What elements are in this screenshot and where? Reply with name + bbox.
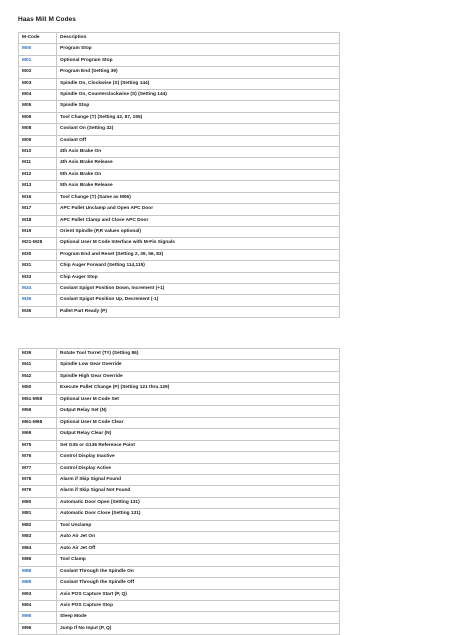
table-row <box>19 124 340 135</box>
m-code-description: Control Display Inactive <box>57 452 340 463</box>
table-row <box>19 578 340 589</box>
m-code: M82 <box>19 520 57 531</box>
m-code-description: APC Pallet Unclamp and Open APC Door <box>57 204 340 215</box>
table-row <box>19 543 340 554</box>
m-code: M94 <box>19 600 57 611</box>
m-code-link[interactable]: M35 <box>19 295 57 306</box>
m-code-description: Execute Pallet Change (P) (Setting 121 thru.129) <box>57 383 340 394</box>
m-code-description: Control Display Active <box>57 463 340 474</box>
m-code: M17 <box>19 204 57 215</box>
m-code: M16 <box>19 192 57 203</box>
m-code: M39 <box>19 349 57 360</box>
table-row <box>19 135 340 146</box>
m-code-description: Spindle Low Gear Override <box>57 360 340 371</box>
m-code-table-1 <box>18 32 340 318</box>
table-row <box>19 78 340 89</box>
table-row <box>19 463 340 474</box>
table-row <box>19 147 340 158</box>
table-row <box>19 158 340 169</box>
m-code-description: Tool Clamp <box>57 555 340 566</box>
table-row <box>19 226 340 237</box>
table-row <box>19 600 340 611</box>
m-code-description: Tool Change (T) (Same as M06) <box>57 192 340 203</box>
table-row <box>19 589 340 600</box>
m-code-description: Alarm if Skip Signal Not Found <box>57 486 340 497</box>
m-code: M83 <box>19 532 57 543</box>
table-row <box>19 555 340 566</box>
m-code: M75 <box>19 440 57 451</box>
table-row <box>19 406 340 417</box>
table-row <box>19 283 340 294</box>
m-code: M04 <box>19 90 57 101</box>
m-code: M78 <box>19 474 57 485</box>
m-code-link[interactable]: M01 <box>19 55 57 66</box>
m-code: M19 <box>19 226 57 237</box>
table-row <box>19 417 340 428</box>
m-code: M10 <box>19 147 57 158</box>
m-code: M36 <box>19 306 57 317</box>
m-code-description: 4th Axis Brake On <box>57 147 340 158</box>
table-row <box>19 306 340 317</box>
table-row <box>19 612 340 623</box>
m-code-description: Coolant On (Setting 32) <box>57 124 340 135</box>
m-code-description: Optional User M Code Set <box>57 394 340 405</box>
m-code-description: Coolant Through the Spindle Off <box>57 578 340 589</box>
m-code-description: Orient Spindle (P,R values optional) <box>57 226 340 237</box>
m-code: M30 <box>19 249 57 260</box>
m-code-description: Program Stop <box>57 44 340 55</box>
m-code-description: Program End (Setting 39) <box>57 67 340 78</box>
m-code: M93 <box>19 589 57 600</box>
m-code-description: Chip Auger Forward (Setting 114,115) <box>57 261 340 272</box>
m-code-link[interactable]: M88 <box>19 566 57 577</box>
m-code-description: Output Relay Clear (N) <box>57 429 340 440</box>
m-code-description: Coolant Spigot Position Up, Decrement (-1) <box>57 295 340 306</box>
m-code-description: Auto Air Jet Off <box>57 543 340 554</box>
m-code: M08 <box>19 124 57 135</box>
m-code: M02 <box>19 67 57 78</box>
table-row <box>19 44 340 55</box>
m-code-description: Jump If No Input (P, Q) <box>57 623 340 634</box>
table-row <box>19 474 340 485</box>
m-code-description: Axis POS Capture Stop <box>57 600 340 611</box>
m-code-description: Spindle High Gear Override <box>57 371 340 382</box>
m-code-description: APC Pallet Clamp and Close APC Door <box>57 215 340 226</box>
m-code: M09 <box>19 135 57 146</box>
m-code-description: Automatic Door Open (Setting 131) <box>57 497 340 508</box>
m-code-description: Pallet Part Ready (P) <box>57 306 340 317</box>
m-code: M42 <box>19 371 57 382</box>
m-code: M13 <box>19 181 57 192</box>
m-code: M96 <box>19 623 57 634</box>
table-row <box>19 360 340 371</box>
table-row <box>19 192 340 203</box>
table-row <box>19 349 340 360</box>
table-row <box>19 181 340 192</box>
m-code-description: 5th Axis Brake Release <box>57 181 340 192</box>
m-code: M81 <box>19 509 57 520</box>
document-title: Haas Mill M Codes <box>18 16 76 23</box>
m-code: M86 <box>19 555 57 566</box>
table-row <box>19 509 340 520</box>
m-code-description: Rotate Tool Turret (T#) (Setting 86) <box>57 349 340 360</box>
table-row <box>19 272 340 283</box>
table-row <box>19 394 340 405</box>
m-code: M77 <box>19 463 57 474</box>
m-code-description: Spindle On, Counterclockwise (S) (Setting 144) <box>57 90 340 101</box>
m-code-description: Set G35 or G136 Reference Point <box>57 440 340 451</box>
table-row <box>19 238 340 249</box>
m-code-link[interactable]: M89 <box>19 578 57 589</box>
m-code-description: Sleep Mode <box>57 612 340 623</box>
m-code: M50 <box>19 383 57 394</box>
m-code: M69 <box>19 429 57 440</box>
table-row <box>19 90 340 101</box>
table-row <box>19 623 340 634</box>
m-code-description: Auto Air Jet On <box>57 532 340 543</box>
m-code-description: Output Relay Set (N) <box>57 406 340 417</box>
m-code-description: Alarm if Skip Signal Found <box>57 474 340 485</box>
m-code: M11 <box>19 158 57 169</box>
m-code-description: Tool Unclamp <box>57 520 340 531</box>
table-row <box>19 55 340 66</box>
m-code: M51-M58 <box>19 394 57 405</box>
m-code: M61-M68 <box>19 417 57 428</box>
m-code-description: Coolant Off <box>57 135 340 146</box>
table-row <box>19 566 340 577</box>
m-code: M79 <box>19 486 57 497</box>
table-row <box>19 204 340 215</box>
m-code: M05 <box>19 101 57 112</box>
table-row <box>19 295 340 306</box>
table-row <box>19 261 340 272</box>
m-code: M41 <box>19 360 57 371</box>
table-row <box>19 452 340 463</box>
m-code-description: 5th Axis Brake On <box>57 169 340 180</box>
m-code-description: Chip Auger Stop <box>57 272 340 283</box>
m-code-description: Tool Change (T) (Setting 42, 87, 155) <box>57 112 340 123</box>
m-code-link[interactable]: M34 <box>19 283 57 294</box>
table-row <box>19 440 340 451</box>
table-row <box>19 429 340 440</box>
m-code-link[interactable]: M00 <box>19 44 57 55</box>
m-code-description: Coolant Through the Spindle On <box>57 566 340 577</box>
table-row <box>19 486 340 497</box>
m-code: M06 <box>19 112 57 123</box>
m-code: M18 <box>19 215 57 226</box>
m-code-description: Spindle Stop <box>57 101 340 112</box>
table-row <box>19 112 340 123</box>
table-row <box>19 383 340 394</box>
header-m-code: M-Code <box>19 33 57 44</box>
table-row <box>19 497 340 508</box>
table-row <box>19 371 340 382</box>
m-code: M59 <box>19 406 57 417</box>
table-row <box>19 215 340 226</box>
m-code: M21-M28 <box>19 238 57 249</box>
m-code-description: Axis POS Capture Start (P, Q) <box>57 589 340 600</box>
m-code: M80 <box>19 497 57 508</box>
table-row <box>19 249 340 260</box>
m-code-description: Optional Program Stop <box>57 55 340 66</box>
m-code-description: Optional User M Code Clear <box>57 417 340 428</box>
table-row <box>19 101 340 112</box>
m-code: M31 <box>19 261 57 272</box>
m-code: M33 <box>19 272 57 283</box>
header-description: Description <box>57 33 340 44</box>
table-header-row <box>19 33 340 44</box>
table-row <box>19 520 340 531</box>
m-code-description: Automatic Door Close (Setting 131) <box>57 509 340 520</box>
m-code: M12 <box>19 169 57 180</box>
m-code-description: 4th Axis Brake Release <box>57 158 340 169</box>
table-row <box>19 532 340 543</box>
table-row <box>19 169 340 180</box>
m-code-description: Optional User M Code Interface with M-Fin Signals <box>57 238 340 249</box>
m-code: M84 <box>19 543 57 554</box>
m-code-description: Program End and Reset (Setting 2, 39, 56, 83) <box>57 249 340 260</box>
m-code-description: Coolant Spigot Position Down, Increment (+1) <box>57 283 340 294</box>
m-code-link[interactable]: M95 <box>19 612 57 623</box>
m-code: M76 <box>19 452 57 463</box>
m-code-table-2 <box>18 348 340 635</box>
m-code: M03 <box>19 78 57 89</box>
m-code-description: Spindle On, Clockwise (S) (Setting 144) <box>57 78 340 89</box>
table-row <box>19 67 340 78</box>
